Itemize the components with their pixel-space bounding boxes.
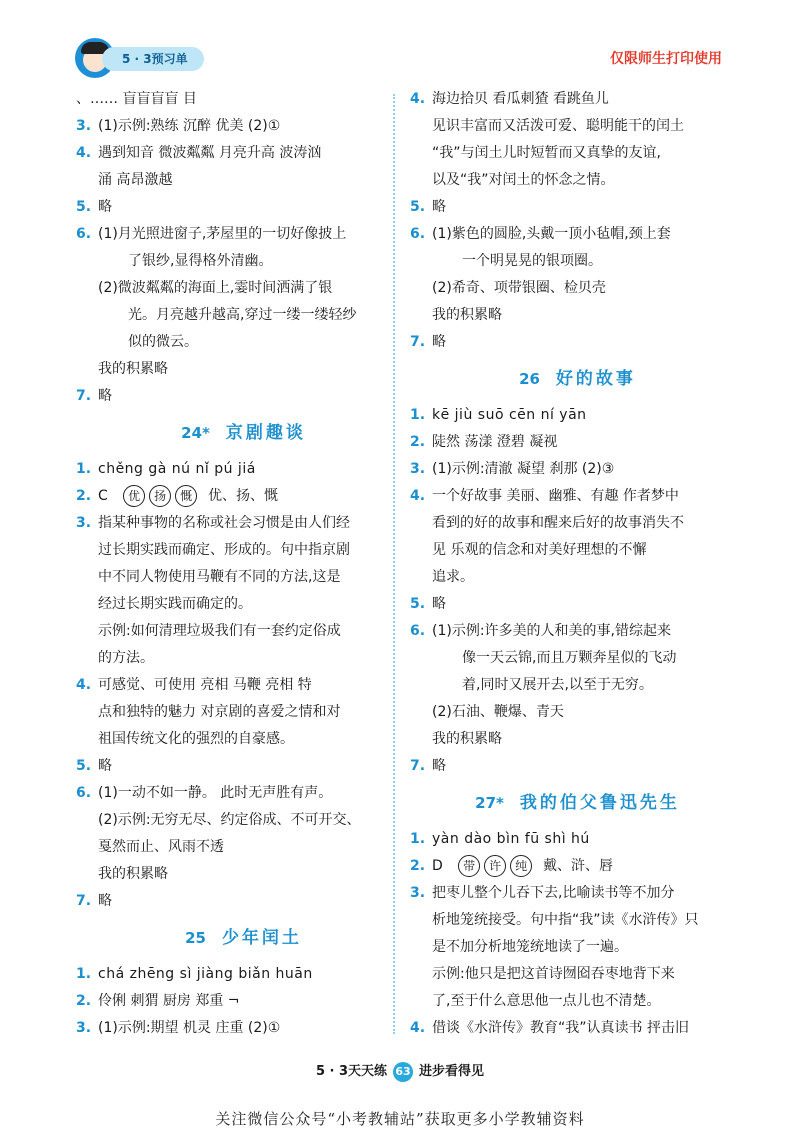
answer-item: 5. 略 <box>410 596 446 612</box>
answer-line: 点和独特的魅力 对京剧的喜爱之情和对 <box>98 704 341 720</box>
section-title-27: 27* 我的伯父鲁迅先生 <box>475 793 680 813</box>
answer-item: 3. 指某种事物的名称或社会习惯是由人们经 <box>76 515 350 531</box>
answer-line: 的方法。 <box>98 650 154 666</box>
answer-line: 我的积累略 <box>98 866 168 882</box>
answer-item: 6. (1)紫色的圆脸,头戴一顶小毡帽,颈上套 <box>410 226 671 242</box>
answer-item: 1. kē jiù suō cēn ní yān <box>410 407 587 423</box>
answer-item: 2. D 带 许 纯 戴、浒、唇 <box>410 853 745 880</box>
answer-item: 2. 陡然 荡漾 澄碧 凝视 <box>410 434 558 450</box>
answer-line: 戛然而止、风雨不透 <box>98 839 224 855</box>
answer-line: 我的积累略 <box>98 361 168 377</box>
answer-item: 4. 一个好故事 美丽、幽雅、有趣 作者梦中 <box>410 488 679 504</box>
answer-item: 4. 借谈《水浒传》教育“我”认真读书 抨击旧 <box>410 1020 689 1036</box>
answer-line: 中不同人物使用马鞭有不同的方法,这是 <box>98 569 341 585</box>
answer-item: 7. 略 <box>76 893 112 909</box>
circled-char: 纯 <box>510 855 532 877</box>
left-column <box>76 86 411 1042</box>
answer-item: 6. (1)示例:许多美的人和美的事,错综起来 <box>410 623 671 639</box>
answer-item: 1. chěng gà nú nǐ pú jiá <box>76 461 256 477</box>
answer-line: 看到的好的故事和醒来后好的故事消失不 <box>432 515 684 531</box>
answer-item: 3. (1)示例:熟练 沉醉 优美 (2)① <box>76 118 281 134</box>
answer-line: 了银纱,显得格外清幽。 <box>128 253 273 269</box>
watermark-text: 关注微信公众号“小考教辅站”获取更多小学教辅资料 <box>215 1110 585 1128</box>
answer-line: 示例:如何清理垃圾我们有一套约定俗成 <box>98 623 341 639</box>
answer-item: 5. 略 <box>76 199 112 215</box>
answer-line: 、…… 盲盲盲盲 目 <box>76 91 197 107</box>
answer-line: 经过长期实践而确定的。 <box>98 596 252 612</box>
answer-line: 我的积累略 <box>432 731 502 747</box>
answer-item: 5. 略 <box>410 199 446 215</box>
answer-item: 2. 伶俐 刺猬 厨房 郑重 ¬ <box>76 993 240 1009</box>
answer-item: 3. (1)示例:期望 机灵 庄重 (2)① <box>76 1020 281 1036</box>
answer-item: 7. 略 <box>410 334 446 350</box>
answer-line: 追求。 <box>432 569 474 585</box>
answer-line: 一个明晃晃的银项圈。 <box>462 253 602 269</box>
answer-line: “我”与闰土儿时短暂而又真挚的友谊, <box>432 145 661 161</box>
section-title-25: 25 少年闰土 <box>185 928 302 948</box>
brand-label: 5 · 3预习单 <box>102 47 204 71</box>
answer-item: 2. C 优 扬 慨 优、扬、慨 <box>76 483 411 510</box>
answer-item: 4. 遇到知音 微波粼粼 月亮升高 波涛汹 <box>76 145 322 161</box>
circled-char: 扬 <box>149 485 171 507</box>
answer-line: 像一天云锦,而且万颗奔星似的飞动 <box>462 650 677 666</box>
print-notice: 仅限师生打印使用 <box>610 51 722 67</box>
answer-line: 光。月亮越升越高,穿过一缕一缕轻纱 <box>128 307 357 323</box>
answer-line: 过长期实践而确定、形成的。句中指京剧 <box>98 542 350 558</box>
answer-item: 4. 海边拾贝 看瓜刺猹 看跳鱼儿 <box>410 91 609 107</box>
answer-line: 示例:他只是把这首诗囫囵吞枣地背下来 <box>432 966 675 982</box>
footer-left-label: 5 · 3天天练 <box>315 1064 388 1079</box>
page-header <box>0 0 800 90</box>
answer-line: 是不加分析地笼统地读了一遍。 <box>432 939 628 955</box>
answer-line: (2)石油、鞭爆、青天 <box>432 704 564 720</box>
answer-item: 3. 把枣儿整个儿吞下去,比喻读书等不加分 <box>410 885 675 901</box>
answer-line: 我的积累略 <box>432 307 502 323</box>
answer-line: 似的微云。 <box>128 334 198 350</box>
circled-char: 慨 <box>175 485 197 507</box>
answer-item: 1. chá zhēng sì jiàng biǎn huān <box>76 966 313 982</box>
answer-item: 7. 略 <box>410 758 446 774</box>
right-column <box>410 86 745 1042</box>
answer-item: 4. 可感觉、可使用 亮相 马鞭 亮相 特 <box>76 677 312 693</box>
circled-char: 许 <box>484 855 506 877</box>
section-title-26: 26 好的故事 <box>519 369 636 389</box>
page-footer <box>0 1060 800 1082</box>
answer-line: (2)希奇、项带银圈、检贝壳 <box>432 280 606 296</box>
answer-item: 7. 略 <box>76 388 112 404</box>
answer-item: 6. (1)月光照进窗子,茅屋里的一切好像披上 <box>76 226 347 242</box>
circled-char: 带 <box>458 855 480 877</box>
answer-item: 5. 略 <box>76 758 112 774</box>
answer-item: 1. yàn dào bìn fū shì hú <box>410 831 590 847</box>
answer-line: 祖国传统文化的强烈的自豪感。 <box>98 731 294 747</box>
answer-item: 3. (1)示例:清澈 凝望 刹那 (2)③ <box>410 461 615 477</box>
answer-line: 了,至于什么意思他一点儿也不清楚。 <box>432 993 661 1009</box>
answer-line: 涌 高昂激越 <box>98 172 173 188</box>
section-title-24: 24* 京剧趣谈 <box>181 423 306 443</box>
answer-line: (2)微波粼粼的海面上,霎时间洒满了银 <box>98 280 333 296</box>
answer-line: 以及“我”对闰土的怀念之情。 <box>432 172 615 188</box>
answer-line: 着,同时又展开去,以至于无穷。 <box>462 677 653 693</box>
answer-line: 析地笼统接受。句中指“我”读《水浒传》只 <box>432 912 699 928</box>
answer-line: 见识丰富而又活泼可爱、聪明能干的闰土 <box>432 118 684 134</box>
answer-item: 6. (1)一动不如一静。 此时无声胜有声。 <box>76 785 333 801</box>
footer-right-label: 进步看得见 <box>419 1064 485 1079</box>
circled-char: 优 <box>123 485 145 507</box>
answer-line: 见 乐观的信念和对美好理想的不懈 <box>432 542 647 558</box>
answer-line: (2)示例:无穷无尽、约定俗成、不可开交、 <box>98 812 361 828</box>
page-number: 63 <box>393 1062 413 1082</box>
